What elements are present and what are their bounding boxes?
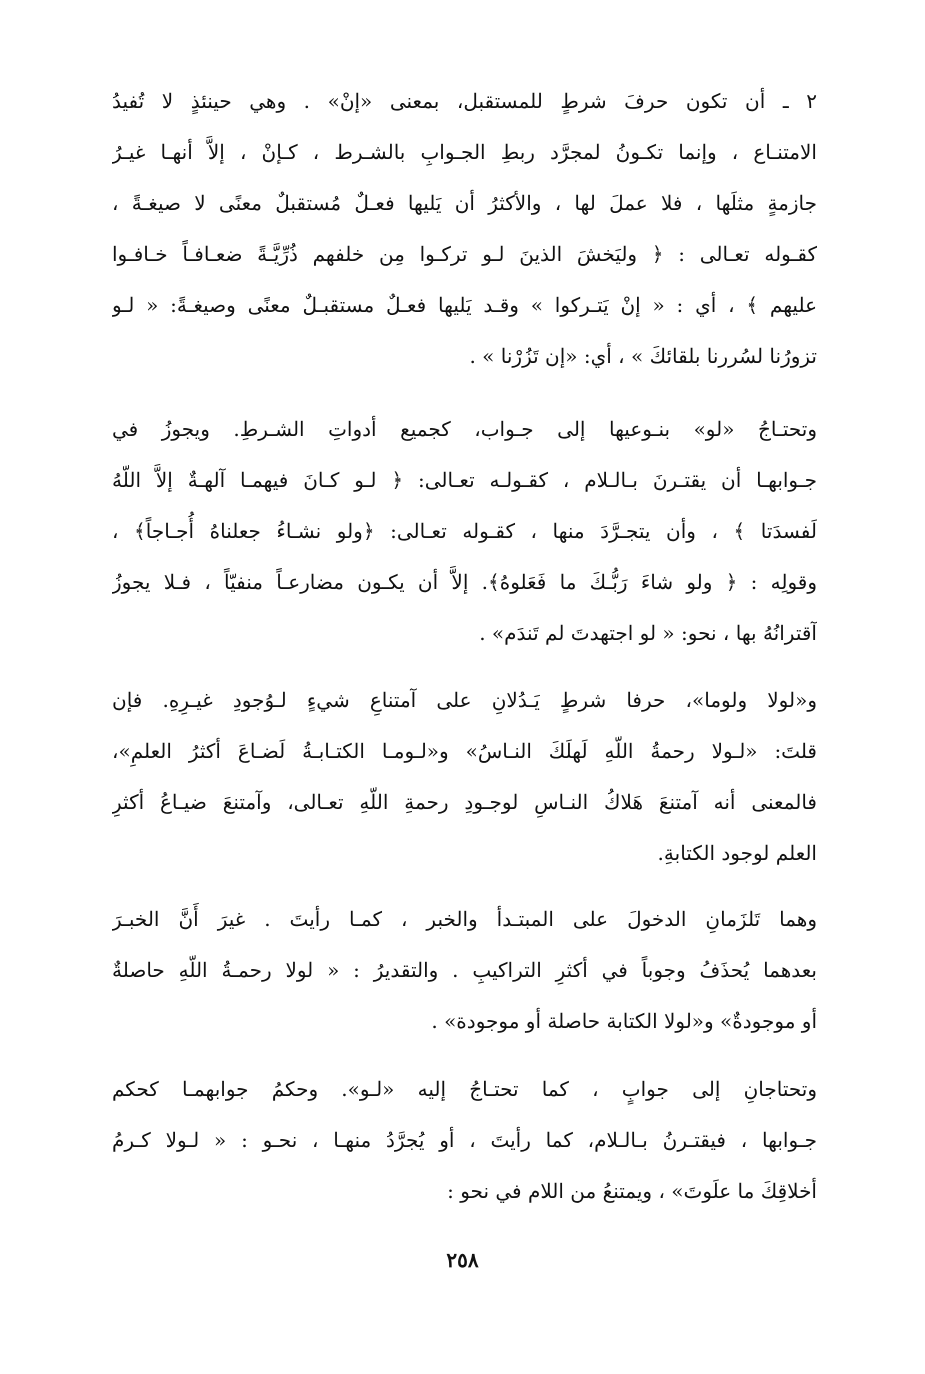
text-line: فالمعنى أنه آمتنعَ هَلاكُ النـاسِ لوجـودِ رحمةِ اللّهِ تعـالى، وآمتنعَ ضيـاعُ أكثرِ <box>112 790 817 814</box>
text-line: وتحتـاجُ «لو» بنـوعيها إلى جـواب، كجميع أدواتِ الشـرطِ. ويجوزُ في <box>112 417 817 441</box>
text-line: لَفسدَتا ﴾ ، وأن يتجـرَّدَ منها ، كقـوله تعـالى: ﴿ولو نشـاءُ جعلناهُ أُجـاجاً﴾ ، <box>112 519 817 543</box>
text-line: جازمةٍ مثلَها ، فلا عملَ لها ، والأكثرُ أن يَليها فعـلٌ مُستقبلٌ معنًى لا صيغـةً ، <box>112 191 817 215</box>
text-line: عليهم ﴾ ، أي : « إنْ يَتـركوا » وقـد يَليها فعـلٌ مستقبـلٌ معنًى وصيغـةً: « لـو <box>112 293 817 317</box>
paragraph-5 <box>112 1064 817 1217</box>
page-number: ٢٥٨ <box>446 1248 479 1272</box>
text-line: أو موجودةٌ» و«لولا الكتابة حاصلة أو موجودة» . <box>431 1009 817 1033</box>
text-line: ٢ ـ أن تكون حرفَ شرطٍ للمستقبل، بمعنى «إنْ» . وهي حينئذٍ لا تُفيدُ <box>112 89 817 113</box>
text-line: كقـوله تعـالى : ﴿ وليَخشَ الذينَ لـو تركـوا مِن خلفهم ذُرِّيَّـةً ضعـافـاً خـافـوا <box>112 242 817 266</box>
text-line: قلتَ: «لـولا رحمةُ اللّهِ لَهلَكَ النـاسُ» و«لـومـا الكتـابـةُ لَضـاعَ أكثرُ العلمِ»، <box>112 739 817 763</box>
text-line: تزورُنا لسُررنا بلقائكَ » ، أي: «إن تَزُرْنا » . <box>469 344 817 368</box>
paragraph-3 <box>112 675 817 879</box>
text-line: بعدهما يُحذَفُ وجوباً في أكثرِ التراكيبِ . والتقديرُ : « لولا رحمـةُ اللّهِ حاصلةٌ <box>112 958 817 982</box>
text-line: جـوابها ، فيقتـرنُ بـالـلام، كما رأيتَ ، أو يُجرَّدُ منهـا ، نحـو : « لـولا كـرمُ <box>112 1128 817 1152</box>
text-line: وهما تَلزَمانِ الدخولَ على المبتـدأ والخبر ، كمـا رأيتَ . غيرَ أَنَّ الخبـرَ <box>112 907 817 931</box>
text-line: وتحتاجانِ إلى جوابٍ ، كما تحتـاجُ إليه «لـو». وحكمُ جوابهمـا كحكم <box>112 1077 817 1101</box>
text-line: جـوابهـا أن يقتـرنَ بـالـلام ، كقـولـه تعـالى: ﴿ لـو كـانَ فيهمـا آلهـةٌ إلاَّ اللّهُ <box>112 468 817 492</box>
text-line: و«لولا ولوما»، حرفا شرطٍ يَـدُلانِ على آمتناعِ شيءٍ لـوُجودِ غيـرِهِ. فإن <box>112 688 817 712</box>
paragraph-4 <box>112 894 817 1047</box>
paragraph-2 <box>112 404 817 659</box>
text-line: وقولِه : ﴿ ولو شاءَ رَبُّـكَ ما فَعَلوهُ﴾. إلاَّ أن يكـون مضارعـاً منفيّاً ، فـلا يجوزُ <box>112 570 817 594</box>
text-line: العلم لوجود الكتابةِ. <box>657 841 817 865</box>
text-line: الامتنـاع ، وإنما تكـونُ لمجرَّد ربطِ الجـوابِ بالشـرط ، كـإنْ ، إلاَّ أنهـا غيـرُ <box>112 140 817 164</box>
text-line: أخلاقِكَ ما علَوتَ» ، ويمتنعُ من اللام في نحو : <box>447 1179 817 1203</box>
text-line: آقترانُهُ بها ، نحو: « لو اجتهدتَ لم تَندَم» . <box>479 621 817 645</box>
paragraph-1 <box>112 76 817 382</box>
